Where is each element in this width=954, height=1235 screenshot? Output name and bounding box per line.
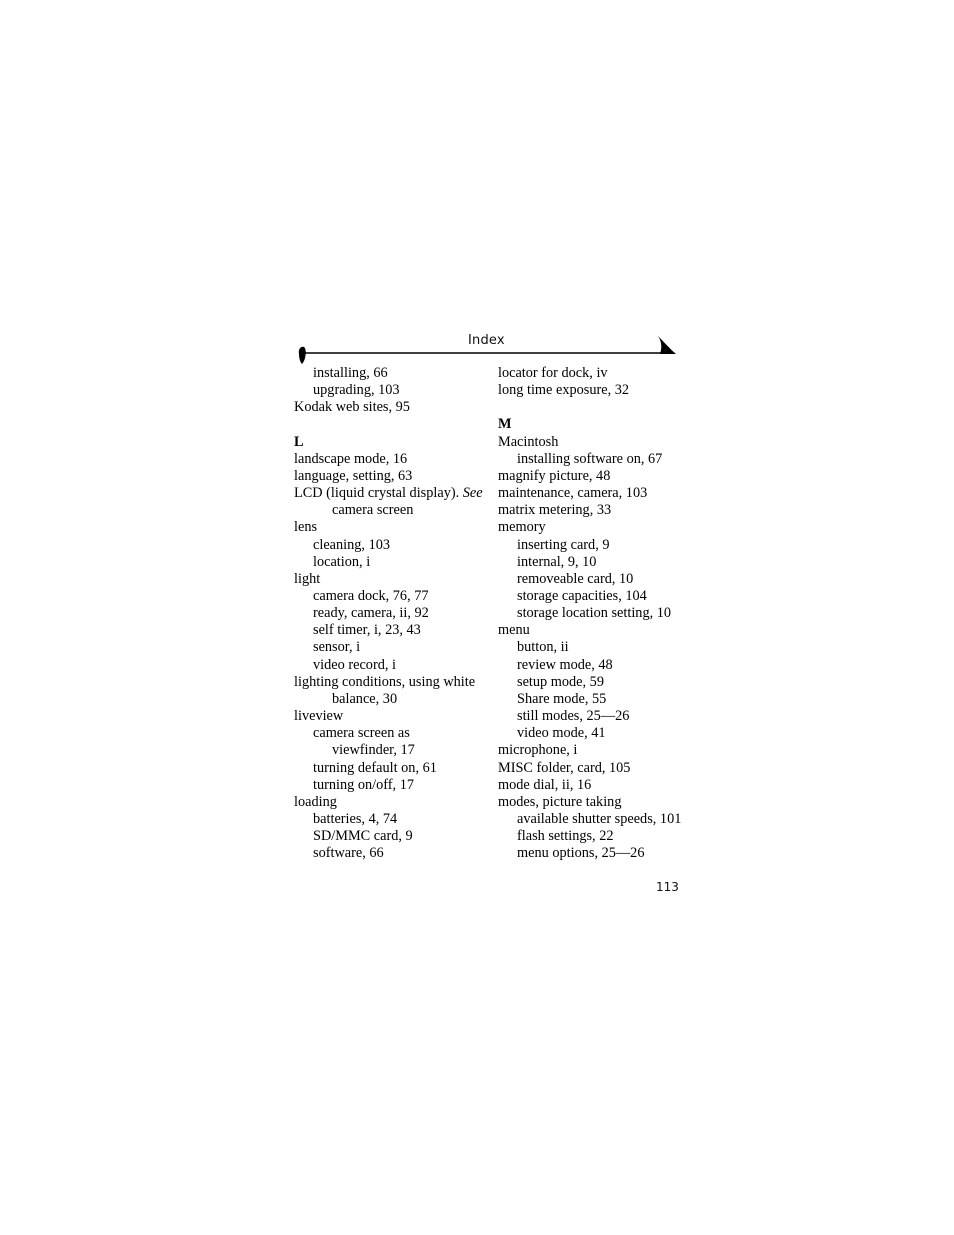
entry-text: upgrading, 103 [313, 382, 400, 399]
index-entry [294, 725, 484, 742]
index-entry [498, 725, 698, 742]
entry-text: language, setting, 63 [294, 467, 413, 484]
index-entry [498, 622, 698, 639]
index-entry [498, 485, 698, 502]
header-rule [296, 336, 680, 364]
entry-text: light [294, 570, 321, 587]
entry-text: still modes, 25—26 [517, 708, 630, 725]
entry-text: locator for dock, iv [498, 365, 608, 381]
entry-text: video record, i [313, 656, 396, 673]
index-entry [294, 742, 484, 759]
index-entry [498, 811, 698, 828]
index-entry [294, 828, 484, 845]
index-entry [294, 537, 484, 554]
index-entry [294, 451, 484, 468]
entry-text: cleaning, 103 [313, 536, 391, 553]
entry-text: menu options, 25—26 [517, 845, 645, 862]
index-entry [498, 605, 698, 622]
entry-text: landscape mode, 16 [294, 450, 408, 467]
entry-text: magnify picture, 48 [498, 467, 611, 484]
index-entry [294, 760, 484, 777]
index-entry [294, 674, 484, 691]
index-entry [294, 845, 484, 862]
entry-text: liveview [294, 708, 344, 725]
index-entry [294, 794, 484, 811]
entry-text: location, i [313, 553, 371, 570]
index-entry [498, 571, 698, 588]
entry-text: storage capacities, 104 [517, 588, 647, 605]
entry-text: microphone, i [498, 742, 578, 759]
entry-text: memory [498, 519, 546, 536]
section-letter [498, 416, 698, 433]
index-entry [498, 674, 698, 691]
entry-text: ready, camera, ii, 92 [313, 605, 429, 622]
entry-text: maintenance, camera, 103 [498, 485, 648, 502]
index-entry [498, 794, 698, 811]
entry-text: matrix metering, 33 [498, 502, 612, 519]
entry-text: lens [294, 519, 318, 536]
index-entry [294, 365, 484, 382]
entry-text: flash settings, 22 [517, 828, 614, 845]
entry-text: menu [498, 622, 530, 639]
index-entry [498, 760, 698, 777]
section-letter [294, 434, 484, 451]
entry-text: long time exposure, 32 [498, 382, 630, 399]
entry-text: installing software on, 67 [517, 450, 663, 467]
entry-text: storage location setting, 10 [517, 605, 672, 622]
index-entry [498, 657, 698, 674]
index-entry [498, 519, 698, 536]
rule-left-cap [299, 347, 306, 364]
index-entry [294, 777, 484, 794]
spacer [498, 399, 698, 416]
entry-text: video mode, 41 [517, 725, 606, 742]
index-entry [294, 382, 484, 399]
entry-text: internal, 9, 10 [517, 553, 597, 570]
index-entry [294, 622, 484, 639]
entry-text: self timer, i, 23, 43 [313, 622, 421, 639]
index-column-right [498, 365, 698, 863]
index-entry [498, 828, 698, 845]
index-entry [498, 382, 698, 399]
index-entry [498, 451, 698, 468]
rule-right-arrow [658, 336, 676, 354]
header-title: Index [468, 333, 505, 348]
index-entry [498, 742, 698, 759]
index-entry [498, 468, 698, 485]
index-entry [294, 468, 484, 485]
see-reference: See [462, 485, 483, 502]
index-entry [498, 537, 698, 554]
entry-text: viewfinder, 17 [332, 742, 415, 759]
entry-text: Kodak web sites, 95 [294, 399, 410, 416]
index-entry [498, 554, 698, 571]
index-entry [498, 691, 698, 708]
index-entry [294, 657, 484, 674]
entry-text: MISC folder, card, 105 [498, 759, 631, 776]
index-entry [498, 365, 698, 382]
entry-text: batteries, 4, 74 [313, 811, 398, 828]
entry-text: M [498, 416, 512, 433]
entry-text: sensor, i [313, 639, 361, 656]
entry-text: SD/MMC card, 9 [313, 828, 413, 845]
entry-text: camera screen [332, 502, 414, 519]
page-number: 113 [656, 880, 679, 894]
index-entry [294, 502, 484, 519]
index-entry [498, 708, 698, 725]
entry-text: mode dial, ii, 16 [498, 776, 592, 793]
entry-text: LCD (liquid crystal display). [294, 485, 463, 502]
index-entry [294, 571, 484, 588]
entry-text: button, ii [517, 639, 569, 656]
spacer [294, 416, 484, 433]
index-entry [294, 588, 484, 605]
entry-text: Macintosh [498, 433, 559, 450]
index-entry [294, 519, 484, 536]
entry-text: Share mode, 55 [517, 690, 607, 707]
index-column-left [294, 365, 484, 863]
entry-text: camera screen as [313, 725, 410, 742]
index-entry [498, 845, 698, 862]
index-entry [294, 605, 484, 622]
entry-text: camera dock, 76, 77 [313, 588, 429, 605]
index-entry [498, 502, 698, 519]
entry-text: installing, 66 [313, 365, 388, 381]
index-entry [294, 691, 484, 708]
index-entry [294, 485, 484, 502]
index-entry [294, 554, 484, 571]
entry-text: lighting conditions, using white [294, 673, 476, 690]
entry-text: turning default on, 61 [313, 759, 437, 776]
index-entry [498, 777, 698, 794]
entry-text: loading [294, 793, 337, 810]
entry-text: setup mode, 59 [517, 673, 604, 690]
entry-text: removeable card, 10 [517, 570, 634, 587]
index-entry [294, 708, 484, 725]
index-entry [498, 639, 698, 656]
entry-text: modes, picture taking [498, 793, 622, 810]
entry-text: available shutter speeds, 101 [517, 811, 682, 828]
index-entry [498, 434, 698, 451]
entry-text: balance, 30 [332, 690, 398, 707]
entry-text: review mode, 48 [517, 656, 613, 673]
index-entry [294, 399, 484, 416]
entry-text: inserting card, 9 [517, 536, 610, 553]
index-entry [294, 639, 484, 656]
entry-text: software, 66 [313, 845, 384, 862]
entry-text: turning on/off, 17 [313, 776, 414, 793]
index-entry [498, 588, 698, 605]
index-entry [294, 811, 484, 828]
entry-text: L [294, 433, 304, 450]
